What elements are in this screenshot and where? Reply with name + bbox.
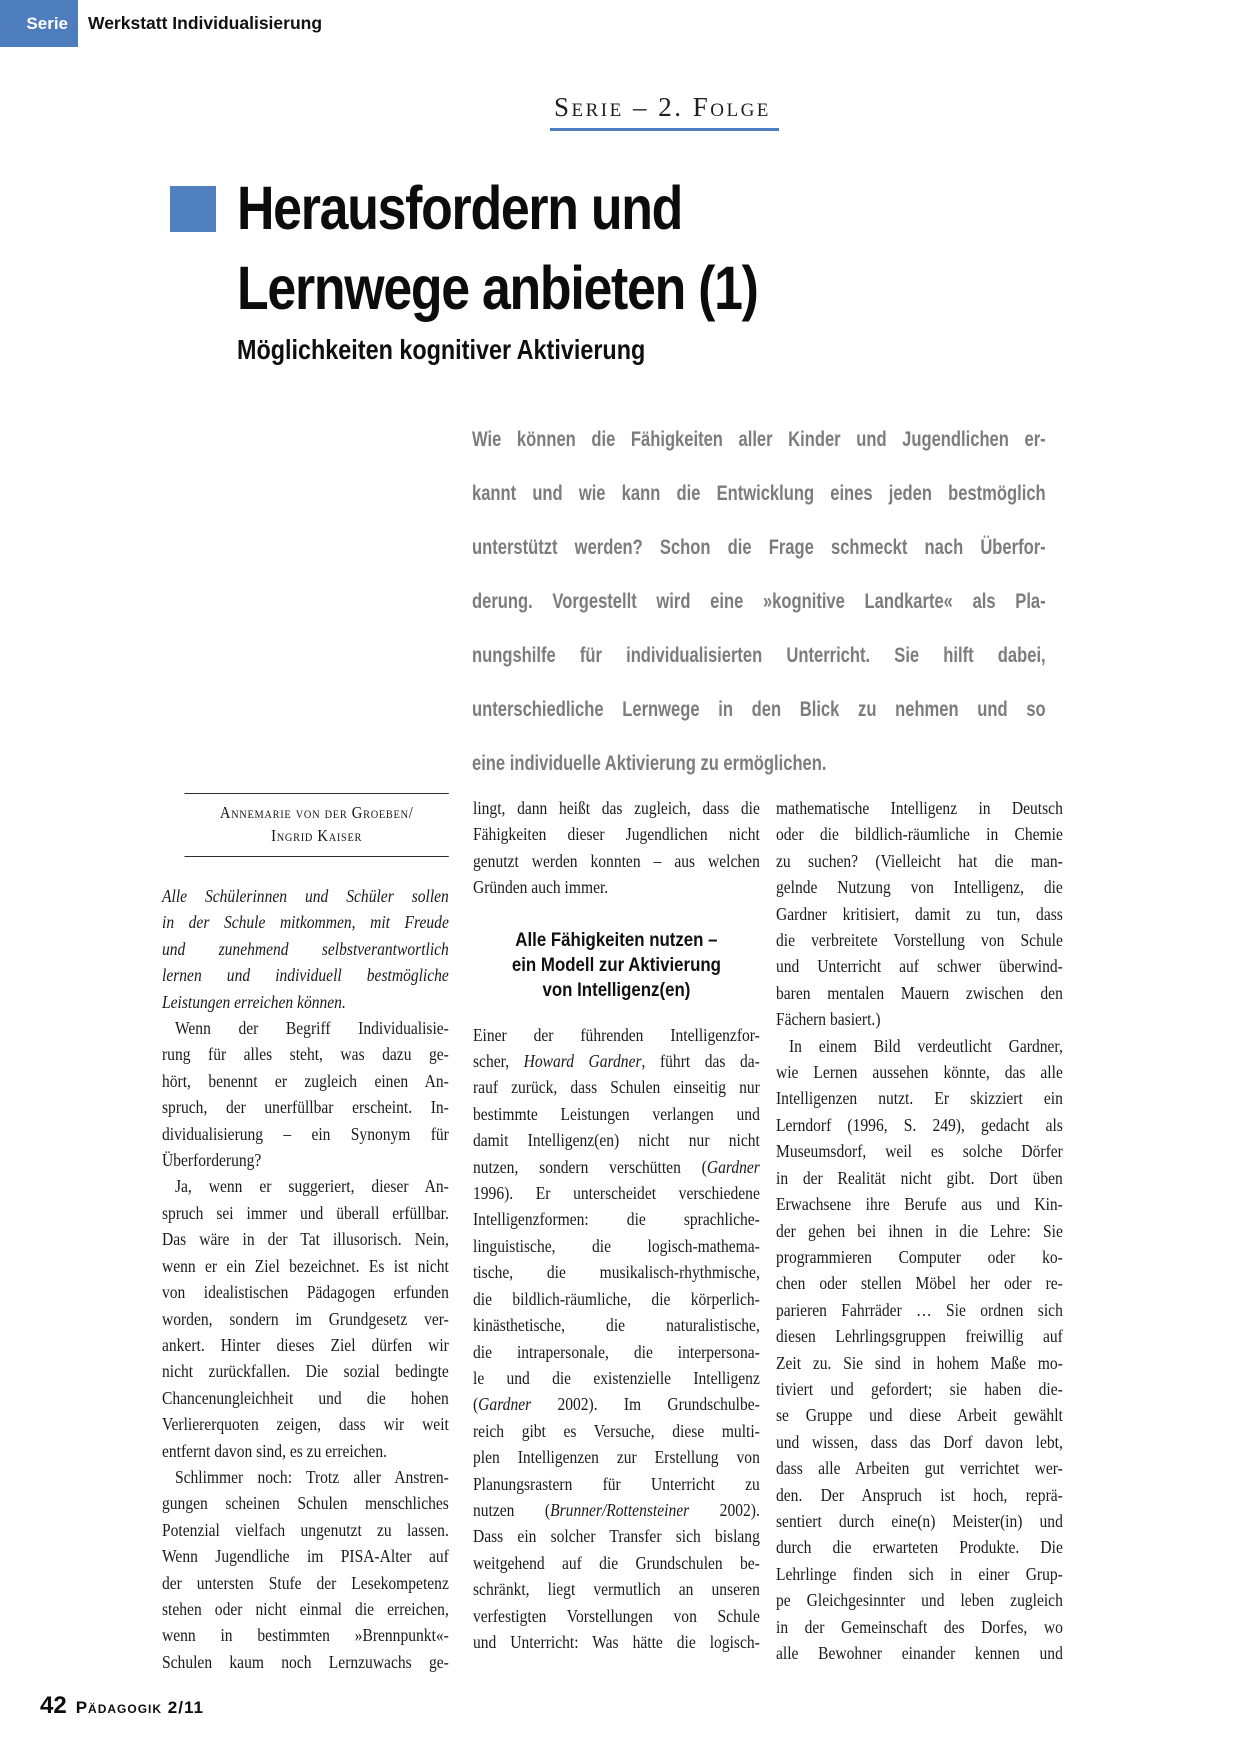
text-line: von idealistischen Pädagogen erfunden	[162, 1282, 449, 1303]
article-title-line2: Lernwege anbieten (1)	[237, 254, 758, 322]
text-line: worden, sondern im Grundgesetz ver-	[162, 1308, 449, 1329]
text-line: Das wäre in der Tat illusorisch. Nein,	[162, 1229, 449, 1250]
title-block	[170, 168, 850, 366]
text-line: Erwachsene ihre Berufe aus und Kin-	[776, 1194, 1063, 1215]
text-line: weitgehend auf die Grundschulen be-	[473, 1552, 760, 1573]
text-line: Alle Schülerinnen und Schüler sollen	[162, 886, 449, 906]
text-line: Museumsdorf, weil es solche Dörfer	[776, 1141, 1063, 1162]
text-line: die intrapersonale, die interpersona-	[473, 1341, 760, 1362]
text-line: alle Bewohner einander kennen und	[776, 1643, 1063, 1663]
article-title	[237, 168, 758, 366]
text-line: Gründen auch immer.	[473, 877, 609, 898]
text-line: nicht zurückfallen. Die sozial bedingte	[162, 1361, 449, 1382]
paragraph	[473, 795, 760, 901]
lead-line: unterstützt werden? Schon die Frage schmeckt nach Überfor-	[472, 535, 1046, 559]
text-line: diesen Lehrlingsgruppen freiwillig auf	[776, 1326, 1063, 1347]
series-heading: Serie – 2. Folge	[550, 92, 779, 131]
text-line: genutzt werden konnten – aus welchen	[473, 850, 760, 871]
text-line: Einer der führenden Intelligenzfor-	[473, 1024, 760, 1045]
lead-line: nungshilfe für individualisierten Unterricht. Sie hilft dabei,	[472, 643, 1046, 667]
serie-tab-label: Serie	[26, 13, 68, 33]
text-line: linguistische, die logisch-mathema-	[473, 1235, 760, 1256]
text-line: kinästhetische, die naturalistische,	[473, 1315, 760, 1336]
text-line: Leistungen erreichen können.	[162, 991, 346, 1012]
text-line: die bildlich-räumliche, die körperlich-	[473, 1288, 760, 1309]
paragraph	[162, 883, 449, 1015]
text-line: gelnde Nutzung von Intelligenz, die	[776, 877, 1063, 898]
text-line: Wenn Jugendliche im PISA-Alter auf	[162, 1546, 449, 1567]
text-line: Schulen kaum noch Lernzuwachs ge-	[162, 1651, 449, 1672]
text-line: ankert. Hinter dieses Ziel dürfen wir	[162, 1334, 449, 1355]
text-line: mathematische Intelligenz in Deutsch	[776, 798, 1063, 818]
text-line: Zeit zu. Sie sind in hohem Maße mo-	[776, 1352, 1063, 1373]
text-line: Intelligenzen nutzt. Er skizziert ein	[776, 1088, 1063, 1109]
text-line: Schlimmer noch: Trotz aller Anstren-	[174, 1466, 449, 1487]
serie-tab	[0, 0, 78, 47]
text-line: nutzen, sondern verschütten (Gardner	[473, 1156, 760, 1177]
text-line: Wenn der Begriff Individualisie-	[174, 1018, 449, 1039]
text-line: wenn in bestimmten »Brennpunkt«-	[162, 1625, 449, 1646]
column-2	[473, 795, 760, 1655]
journal-name: Pädagogik 2/11	[75, 1698, 204, 1717]
text-line: reich gibt es Versuche, diese multi-	[473, 1420, 760, 1441]
text-line: programmieren Computer oder ko-	[776, 1246, 1063, 1267]
text-line: in der Gemeinschaft des Dorfes, wo	[776, 1616, 1063, 1637]
text-line: Dass ein solcher Transfer sich bislang	[473, 1526, 760, 1547]
text-line: se Gruppe und diese Arbeit gewählt	[776, 1405, 1063, 1426]
text-line: und zunehmend selbstverantwortlich	[162, 938, 449, 959]
text-line: scher, Howard Gardner, führt das da-	[473, 1051, 760, 1072]
text-line: Lerndorf (1996, S. 249), gedacht als	[776, 1114, 1063, 1135]
text-line: parieren Fahrräder … Sie ordnen sich	[776, 1299, 1063, 1320]
text-line: le und die existenzielle Intelligenz	[473, 1367, 760, 1388]
text-line: Planungsrastern für Unterricht zu	[473, 1473, 760, 1494]
text-line: baren mentalen Mauern zwischen den	[776, 982, 1063, 1003]
lead-paragraph	[472, 412, 1046, 790]
text-line: und Unterricht: Was hätte die logisch-	[473, 1631, 760, 1652]
text-line: lernen und individuell bestmögliche	[162, 965, 449, 986]
text-line: rauf zurück, dass Schulen einseitig nur	[473, 1077, 760, 1098]
text-line: Fähigkeiten dieser Jugendlichen nicht	[473, 824, 760, 845]
text-line: Alle Fähigkeiten nutzen –	[515, 928, 718, 951]
column-1	[162, 785, 449, 1675]
text-line: damit Intelligenz(en) nicht nur nicht	[473, 1130, 760, 1151]
text-line: dass alle Arbeiten gut verrichtet wer-	[776, 1458, 1063, 1479]
text-line: bestimmte Leistungen verlangen und	[473, 1103, 760, 1124]
section-title: Werkstatt Individualisierung	[88, 13, 323, 33]
paragraph	[162, 1464, 449, 1675]
column-2-text	[473, 795, 760, 1655]
text-line: lingt, dann heißt das zugleich, dass die	[473, 798, 760, 818]
text-line: spruch sei immer und überall erfüllbar.	[162, 1202, 449, 1223]
lead-line: eine individuelle Aktivierung zu ermöglichen.	[472, 751, 827, 775]
article-subtitle: Möglichkeiten kognitiver Aktivierung	[237, 334, 646, 365]
text-line: plen Intelligenzen zur Erstellung von	[473, 1447, 760, 1468]
text-line: der untersten Stufe der Lesekompetenz	[162, 1572, 449, 1593]
text-line: pe Gleichgesinnter und leben zugleich	[776, 1590, 1063, 1611]
text-line: wie Lernen aussehen könnte, das alle	[776, 1062, 1063, 1083]
text-line: nutzen (Brunner/Rottensteiner 2002).	[473, 1499, 760, 1520]
text-line: durch die erwarteten Produkte. Die	[776, 1537, 1063, 1558]
text-line: von Intelligenz(en)	[542, 978, 691, 1001]
text-line: dividualisierung – ein Synonym für	[162, 1123, 449, 1144]
author-name: Annemarie von der Groeben/	[219, 803, 414, 822]
text-line: der gehen bei ihnen in die Lehre: Sie	[776, 1220, 1063, 1241]
text-line: und wissen, dass das Dorf davon lebt,	[776, 1431, 1063, 1452]
paragraph	[162, 1015, 449, 1173]
text-line: Überforderung?	[162, 1150, 262, 1171]
text-line: Lehrlinge finden sich in einer Grup-	[776, 1563, 1063, 1584]
paragraph	[776, 1033, 1063, 1667]
text-line: zu suchen? (Vielleicht hat die man-	[776, 850, 1063, 871]
text-line: den. Der Anspruch ist hoch, reprä-	[776, 1484, 1063, 1505]
text-line: und Unterricht auf schwer überwind-	[776, 956, 1063, 977]
text-line: die verbreitete Vorstellung von Schule	[776, 930, 1063, 951]
square-bullet-icon	[170, 186, 216, 232]
section-heading	[478, 928, 754, 1003]
text-line: in der Realität nicht gibt. Dort üben	[776, 1167, 1063, 1188]
text-line: in der Schule mitkommen, mit Freude	[162, 912, 449, 933]
text-line: (Gardner 2002). Im Grundschulbe-	[473, 1394, 760, 1415]
page-footer	[40, 1692, 204, 1720]
text-line: Gardner kritisiert, damit zu tun, dass	[776, 903, 1063, 924]
paragraph	[162, 1173, 449, 1463]
text-line: Ja, wenn er suggeriert, dieser An-	[174, 1176, 449, 1197]
text-line: schränkt, liegt vermutlich an unseren	[473, 1579, 760, 1600]
text-line: hört, benennt er zugleich einen An-	[162, 1070, 449, 1091]
text-line: In einem Bild verdeutlicht Gardner,	[788, 1035, 1063, 1056]
text-line: entfernt davon sind, es zu erreichen.	[162, 1440, 387, 1461]
lead-line: unterschiedliche Lernwege in den Blick zu nehmen und so	[472, 697, 1046, 721]
text-line: spruch, der unerfüllbar erscheint. In-	[162, 1097, 449, 1118]
text-line: verfestigten Vorstellungen von Schule	[473, 1605, 760, 1626]
text-line: gungen scheinen Schulen menschliches	[162, 1493, 449, 1514]
author-name: Ingrid Kaiser	[271, 826, 363, 845]
author-block	[184, 793, 448, 857]
article-title-line1: Herausfordern und	[237, 174, 683, 242]
lead-line: kannt und wie kann die Entwicklung eines jeden bestmöglich	[472, 481, 1046, 505]
text-line: stehen oder nicht einmal die erreichen,	[162, 1598, 449, 1619]
paragraph	[776, 795, 1063, 1033]
text-line: Intelligenzformen: die sprachliche-	[473, 1209, 760, 1230]
text-line: tiviert und gefordert; sie haben die-	[776, 1378, 1063, 1399]
text-line: Potenzial vielfach ungenutzt zu lassen.	[162, 1519, 449, 1540]
column-3	[776, 795, 1063, 1666]
text-line: 1996). Er unterscheidet verschiedene	[473, 1183, 760, 1204]
text-line: Chancenungleichheit und die hohen	[162, 1387, 449, 1408]
lead-line: Wie können die Fähigkeiten aller Kinder und Jugendlichen er-	[472, 427, 1046, 451]
paragraph	[473, 1022, 760, 1656]
text-line: chen oder stellen Möbel her oder re-	[776, 1273, 1063, 1294]
text-line: sentiert durch eine(n) Meister(in) und	[776, 1510, 1063, 1531]
text-line: oder die bildlich-räumliche in Chemie	[776, 824, 1063, 845]
text-line: wenn er ein Ziel bezeichnet. Es ist nicht	[162, 1255, 449, 1276]
text-line: tische, die musikalisch-rhythmische,	[473, 1262, 760, 1283]
text-line: rung für alles steht, was dazu ge-	[162, 1044, 449, 1065]
column-3-text	[776, 795, 1063, 1666]
text-line: Verliererquoten zeigen, dass wir weit	[162, 1414, 449, 1435]
page-number: 42	[40, 1692, 67, 1719]
text-line: Fächern basiert.)	[776, 1009, 881, 1030]
lead-line: derung. Vorgestellt wird eine »kognitive Landkarte« als Pla-	[472, 589, 1046, 613]
text-line: ein Modell zur Aktivierung	[511, 953, 721, 976]
column-1-text	[162, 883, 449, 1675]
